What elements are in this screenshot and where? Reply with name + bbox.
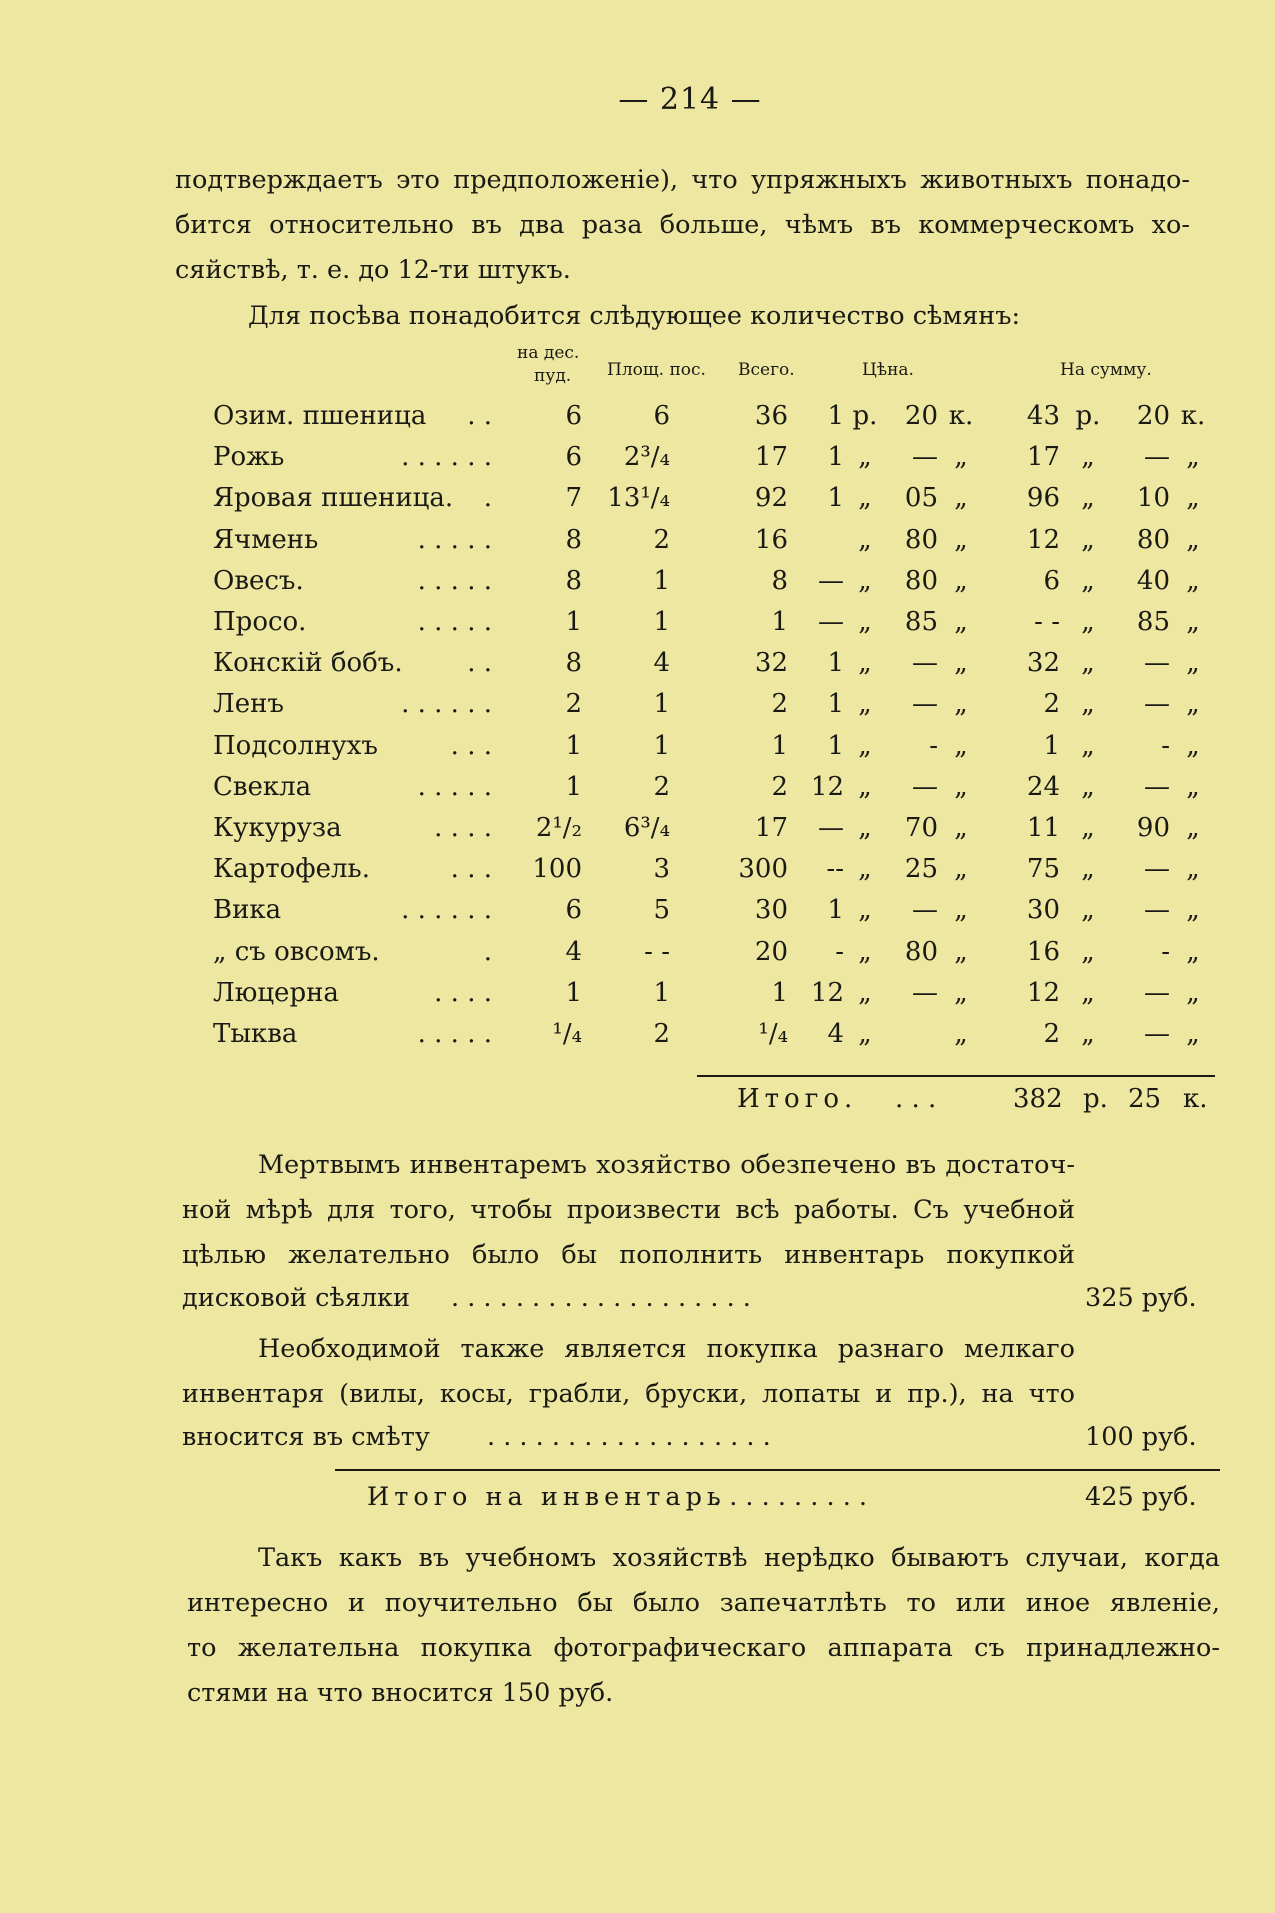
cell-dots: . xyxy=(483,483,492,514)
cell-p4: „ xyxy=(954,689,968,720)
cell-name: Люцерна xyxy=(213,977,339,1008)
cell-p2: „ xyxy=(858,565,872,596)
cell-p1: — xyxy=(818,813,844,843)
cell-total: 2 xyxy=(771,771,788,802)
inventory-total-label: Итого на инвентарь xyxy=(367,1482,726,1512)
cell-name: Кукуруза xyxy=(213,813,342,843)
inventory-item-1-text: дисковой сѣялки xyxy=(182,1283,410,1313)
table-row xyxy=(0,849,1275,889)
cell-p4: „ xyxy=(954,730,968,761)
inventory-line-4: Необходимой также является покупка разнаго мелкаго xyxy=(258,1334,1075,1364)
cell-s3: 10 xyxy=(1136,483,1170,514)
cell-p3: 85 xyxy=(904,607,938,637)
cell-s1: 96 xyxy=(1026,483,1060,514)
header-sum: На сумму. xyxy=(1060,360,1152,380)
cell-p1: - xyxy=(835,936,844,967)
table-total-value: 382 xyxy=(1013,1084,1063,1114)
cell-s4: „ xyxy=(1186,1019,1200,1049)
cell-p3: 80 xyxy=(904,524,938,555)
cell-dots: . . . . . . xyxy=(401,442,492,473)
cell-area: 2 xyxy=(653,771,670,802)
cell-p4: к. xyxy=(948,401,974,431)
cell-s1: 11 xyxy=(1026,813,1060,843)
table-row xyxy=(0,767,1275,807)
cell-area: 6 xyxy=(653,401,670,431)
cell-per-des: 6 xyxy=(565,442,582,473)
cell-s3: — xyxy=(1144,895,1170,926)
cell-s2: „ xyxy=(1081,854,1095,885)
cell-p2: „ xyxy=(858,607,872,637)
table-row xyxy=(0,520,1275,560)
inventory-line-2: ной мѣрѣ для того, чтобы произвести всѣ работы. Съ учебной xyxy=(182,1195,1075,1225)
header-price: Цѣна. xyxy=(862,360,914,380)
cell-name: Яровая пшеница. xyxy=(213,483,454,514)
cell-p2: „ xyxy=(858,771,872,802)
cell-name: Свекла xyxy=(213,771,312,802)
cell-s1: 2 xyxy=(1043,689,1060,720)
cell-s1: 2 xyxy=(1043,1019,1060,1049)
cell-dots: . . . . . . xyxy=(401,895,492,926)
cell-name: Вика xyxy=(213,895,282,926)
table-row xyxy=(0,561,1275,601)
inventory-item-2-amount: 100 руб. xyxy=(1085,1422,1197,1452)
cell-p2: р. xyxy=(852,401,878,431)
cell-dots: . . xyxy=(467,648,492,679)
cell-s2: „ xyxy=(1081,977,1095,1008)
cell-s3: — xyxy=(1144,648,1170,679)
cell-s3: 85 xyxy=(1136,607,1170,637)
cell-p4: „ xyxy=(954,607,968,637)
cell-area: 2 xyxy=(653,524,670,555)
cell-p4: „ xyxy=(954,854,968,885)
cell-dots: . xyxy=(483,936,492,967)
cell-total: 20 xyxy=(754,936,788,967)
cell-dots: . . . . . xyxy=(417,771,492,802)
cell-area: 1 xyxy=(653,565,670,596)
cell-name: Ячмень xyxy=(213,524,319,555)
cell-s4: „ xyxy=(1186,689,1200,720)
cell-p4: „ xyxy=(954,648,968,679)
cell-s4: „ xyxy=(1186,771,1200,802)
cell-p2: „ xyxy=(858,977,872,1008)
cell-s2: „ xyxy=(1081,483,1095,514)
table-total-kop: 25 xyxy=(1128,1084,1162,1114)
cell-p4: „ xyxy=(954,483,968,514)
cell-s2: „ xyxy=(1081,771,1095,802)
cell-p3: 80 xyxy=(904,565,938,596)
cell-p1: — xyxy=(818,565,844,596)
cell-per-des: 6 xyxy=(565,401,582,431)
cell-s1: 43 xyxy=(1026,401,1060,431)
cell-p3: 80 xyxy=(904,936,938,967)
cell-area: 4 xyxy=(653,648,670,679)
cell-s3: — xyxy=(1144,1019,1170,1049)
cell-s4: „ xyxy=(1186,977,1200,1008)
cell-p3: 70 xyxy=(904,813,938,843)
cell-s3: - xyxy=(1161,936,1170,967)
table-total-label: Итого. xyxy=(737,1084,858,1114)
cell-s2: „ xyxy=(1081,936,1095,967)
cell-total: 1 xyxy=(771,607,788,637)
table-total-r: р. xyxy=(1083,1084,1108,1114)
cell-s1: 24 xyxy=(1026,771,1060,802)
cell-p2: „ xyxy=(858,936,872,967)
inventory-total-amount: 425 руб. xyxy=(1085,1482,1197,1512)
cell-dots: . . . . xyxy=(434,813,492,843)
cell-p3: — xyxy=(912,689,938,720)
cell-dots: . . . xyxy=(450,854,492,885)
cell-p2: „ xyxy=(858,483,872,514)
inventory-item-2-text: вносится въ смѣту xyxy=(182,1422,430,1452)
cell-name: Тыква xyxy=(213,1019,298,1049)
cell-area: 5 xyxy=(653,895,670,926)
cell-total: ¹/₄ xyxy=(758,1019,788,1049)
intro-line-1: подтверждаетъ это предположеніе), что упряжныхъ животныхъ понадо- xyxy=(175,165,1190,195)
cell-name: Овесъ. xyxy=(213,565,304,596)
cell-s1: 12 xyxy=(1026,524,1060,555)
cell-total: 92 xyxy=(754,483,788,514)
cell-p1: 1 xyxy=(827,689,844,720)
cell-s4: „ xyxy=(1186,648,1200,679)
header-total: Всего. xyxy=(738,360,795,380)
inventory-item-1-amount: 325 руб. xyxy=(1085,1283,1197,1313)
camera-line-4: стями на что вносится 150 руб. xyxy=(187,1678,614,1708)
cell-p4: „ xyxy=(954,565,968,596)
cell-p4: „ xyxy=(954,524,968,555)
table-row xyxy=(0,726,1275,766)
seeds-heading: Для посѣва понадобится слѣдующее количество сѣмянъ: xyxy=(248,301,1021,331)
camera-line-2: интересно и поучительно бы было запечатлѣть то или иное явленіе, xyxy=(187,1588,1220,1618)
cell-s2: „ xyxy=(1081,813,1095,843)
cell-area: 6³/₄ xyxy=(623,813,670,843)
cell-p3: — xyxy=(912,895,938,926)
intro-line-2: бится относительно въ два раза больше, чѣмъ въ коммерческомъ хо- xyxy=(175,210,1190,240)
table-total-dots: . . . xyxy=(895,1084,937,1114)
cell-area: - - xyxy=(644,936,670,967)
cell-per-des: 8 xyxy=(565,648,582,679)
cell-name: Картофель. xyxy=(213,854,370,885)
cell-per-des: ¹/₄ xyxy=(552,1019,582,1049)
cell-area: 1 xyxy=(653,607,670,637)
cell-per-des: 6 xyxy=(565,895,582,926)
cell-total: 1 xyxy=(771,730,788,761)
table-row xyxy=(0,478,1275,518)
cell-dots: . . . xyxy=(450,730,492,761)
cell-name: Просо. xyxy=(213,607,307,637)
cell-s3: — xyxy=(1144,854,1170,885)
table-total-k: к. xyxy=(1183,1084,1208,1114)
cell-s1: 12 xyxy=(1026,977,1060,1008)
cell-p4: „ xyxy=(954,442,968,473)
cell-p4: „ xyxy=(954,895,968,926)
header-per-des-1: на дес. xyxy=(517,343,580,363)
cell-s1: - - xyxy=(1034,607,1060,637)
cell-total: 17 xyxy=(754,813,788,843)
cell-p1: 1 xyxy=(827,401,844,431)
cell-s2: „ xyxy=(1081,524,1095,555)
cell-s2: „ xyxy=(1081,607,1095,637)
inventory-item-1-dots: . . . . . . . . . . . . . . . . . . . xyxy=(451,1283,751,1313)
camera-line-1: Такъ какъ въ учебномъ хозяйствѣ нерѣдко бываютъ случаи, когда xyxy=(258,1543,1220,1573)
cell-s1: 32 xyxy=(1026,648,1060,679)
cell-s1: 6 xyxy=(1043,565,1060,596)
cell-s2: р. xyxy=(1075,401,1101,431)
cell-p4: „ xyxy=(954,936,968,967)
cell-total: 1 xyxy=(771,977,788,1008)
cell-s4: „ xyxy=(1186,524,1200,555)
cell-s2: „ xyxy=(1081,1019,1095,1049)
cell-area: 13¹/₄ xyxy=(607,483,670,514)
table-row xyxy=(0,973,1275,1013)
cell-p1: 1 xyxy=(827,730,844,761)
cell-area: 2³/₄ xyxy=(623,442,670,473)
cell-total: 8 xyxy=(771,565,788,596)
cell-p4: „ xyxy=(954,1019,968,1049)
cell-s3: - xyxy=(1161,730,1170,761)
cell-p1: 12 xyxy=(810,977,844,1008)
cell-total: 30 xyxy=(754,895,788,926)
cell-p1: 1 xyxy=(827,483,844,514)
cell-s1: 30 xyxy=(1026,895,1060,926)
table-total-rule xyxy=(697,1075,1215,1077)
cell-p3: — xyxy=(912,648,938,679)
cell-area: 2 xyxy=(653,1019,670,1049)
cell-dots: . . . . . xyxy=(417,1019,492,1049)
cell-per-des: 1 xyxy=(565,771,582,802)
table-row xyxy=(0,808,1275,848)
cell-per-des: 4 xyxy=(565,936,582,967)
cell-s4: „ xyxy=(1186,854,1200,885)
cell-p2: „ xyxy=(858,524,872,555)
cell-s4: „ xyxy=(1186,483,1200,514)
table-row xyxy=(0,437,1275,477)
cell-per-des: 2 xyxy=(565,689,582,720)
cell-per-des: 100 xyxy=(532,854,582,885)
cell-s3: — xyxy=(1144,771,1170,802)
cell-p3: 20 xyxy=(904,401,938,431)
cell-area: 1 xyxy=(653,689,670,720)
cell-s2: „ xyxy=(1081,895,1095,926)
cell-total: 36 xyxy=(754,401,788,431)
cell-per-des: 1 xyxy=(565,977,582,1008)
cell-dots: . . . . . xyxy=(417,565,492,596)
cell-p2: „ xyxy=(858,895,872,926)
table-row xyxy=(0,684,1275,724)
inventory-total-rule xyxy=(335,1469,1220,1471)
camera-line-3: то желательна покупка фотографическаго аппарата съ принадлежно- xyxy=(187,1633,1220,1663)
cell-p2: „ xyxy=(858,813,872,843)
cell-total: 32 xyxy=(754,648,788,679)
cell-p1: 12 xyxy=(810,771,844,802)
cell-s2: „ xyxy=(1081,565,1095,596)
cell-s1: 1 xyxy=(1043,730,1060,761)
cell-s3: 80 xyxy=(1136,524,1170,555)
cell-p4: „ xyxy=(954,813,968,843)
cell-per-des: 8 xyxy=(565,524,582,555)
table-row xyxy=(0,643,1275,683)
cell-p1: — xyxy=(818,607,844,637)
cell-per-des: 7 xyxy=(565,483,582,514)
cell-p3: — xyxy=(912,442,938,473)
inventory-total-dots: . . . . . . . . . . xyxy=(713,1482,868,1512)
cell-dots: . . . . xyxy=(434,977,492,1008)
cell-s1: 16 xyxy=(1026,936,1060,967)
cell-s4: „ xyxy=(1186,936,1200,967)
cell-p1: 4 xyxy=(827,1019,844,1049)
cell-p2: „ xyxy=(858,854,872,885)
cell-per-des: 1 xyxy=(565,730,582,761)
cell-s4: „ xyxy=(1186,607,1200,637)
cell-p1: -- xyxy=(826,854,844,885)
intro-line-3: сяйствѣ, т. е. до 12-ти штукъ. xyxy=(175,255,571,285)
cell-area: 1 xyxy=(653,730,670,761)
cell-s2: „ xyxy=(1081,689,1095,720)
cell-s3: 90 xyxy=(1136,813,1170,843)
cell-p2: „ xyxy=(858,689,872,720)
cell-name: Рожь xyxy=(213,442,285,473)
inventory-line-5: инвентаря (вилы, косы, грабли, бруски, лопаты и пр.), на что xyxy=(182,1379,1075,1409)
cell-p2: „ xyxy=(858,442,872,473)
cell-p2: „ xyxy=(858,730,872,761)
table-row xyxy=(0,396,1275,436)
cell-s4: „ xyxy=(1186,895,1200,926)
cell-s4: к. xyxy=(1180,401,1206,431)
cell-name: Озим. пшеница xyxy=(213,401,427,431)
cell-p3: — xyxy=(912,977,938,1008)
cell-per-des: 1 xyxy=(565,607,582,637)
cell-s3: — xyxy=(1144,689,1170,720)
cell-area: 3 xyxy=(653,854,670,885)
page-number: — 214 — xyxy=(618,82,762,117)
table-row xyxy=(0,890,1275,930)
cell-total: 17 xyxy=(754,442,788,473)
cell-per-des: 8 xyxy=(565,565,582,596)
cell-p3: — xyxy=(912,771,938,802)
cell-p2: „ xyxy=(858,1019,872,1049)
cell-total: 300 xyxy=(738,854,788,885)
cell-s1: 75 xyxy=(1026,854,1060,885)
cell-name: Конскій бобъ. xyxy=(213,648,403,679)
cell-name: Подсолнухъ xyxy=(213,730,378,761)
cell-total: 16 xyxy=(754,524,788,555)
inventory-item-2-dots: . . . . . . . . . . . . . . . . . . xyxy=(487,1422,771,1452)
cell-p1: 1 xyxy=(827,442,844,473)
header-area: Площ. пос. xyxy=(607,360,706,380)
cell-p4: „ xyxy=(954,977,968,1008)
table-row xyxy=(0,602,1275,642)
cell-p3: 25 xyxy=(904,854,938,885)
cell-s3: — xyxy=(1144,977,1170,1008)
cell-dots: . . . . . . xyxy=(401,689,492,720)
cell-area: 1 xyxy=(653,977,670,1008)
inventory-line-3: цѣлью желательно было бы пополнить инвентарь покупкой xyxy=(182,1240,1075,1270)
cell-p3: - xyxy=(929,730,938,761)
header-per-des-2: пуд. xyxy=(534,366,572,386)
cell-s1: 17 xyxy=(1026,442,1060,473)
cell-name: Ленъ xyxy=(213,689,284,720)
inventory-line-1: Мертвымъ инвентаремъ хозяйство обезпечено въ достаточ- xyxy=(258,1150,1075,1180)
cell-s3: — xyxy=(1144,442,1170,473)
cell-s4: „ xyxy=(1186,813,1200,843)
cell-s4: „ xyxy=(1186,730,1200,761)
cell-p1: 1 xyxy=(827,648,844,679)
cell-p2: „ xyxy=(858,648,872,679)
cell-s4: „ xyxy=(1186,442,1200,473)
cell-s4: „ xyxy=(1186,565,1200,596)
cell-dots: . . . . . xyxy=(417,524,492,555)
cell-per-des: 2¹/₂ xyxy=(535,813,582,843)
cell-s2: „ xyxy=(1081,442,1095,473)
cell-s2: „ xyxy=(1081,730,1095,761)
cell-p1: 1 xyxy=(827,895,844,926)
cell-total: 2 xyxy=(771,689,788,720)
cell-name: „ съ овсомъ. xyxy=(213,936,380,967)
cell-p4: „ xyxy=(954,771,968,802)
cell-s3: 40 xyxy=(1136,565,1170,596)
table-row xyxy=(0,1014,1275,1054)
cell-p3: 05 xyxy=(904,483,938,514)
cell-s3: 20 xyxy=(1136,401,1170,431)
cell-dots: . . . . . xyxy=(417,607,492,637)
cell-dots: . . xyxy=(467,401,492,431)
cell-s2: „ xyxy=(1081,648,1095,679)
table-row xyxy=(0,932,1275,972)
